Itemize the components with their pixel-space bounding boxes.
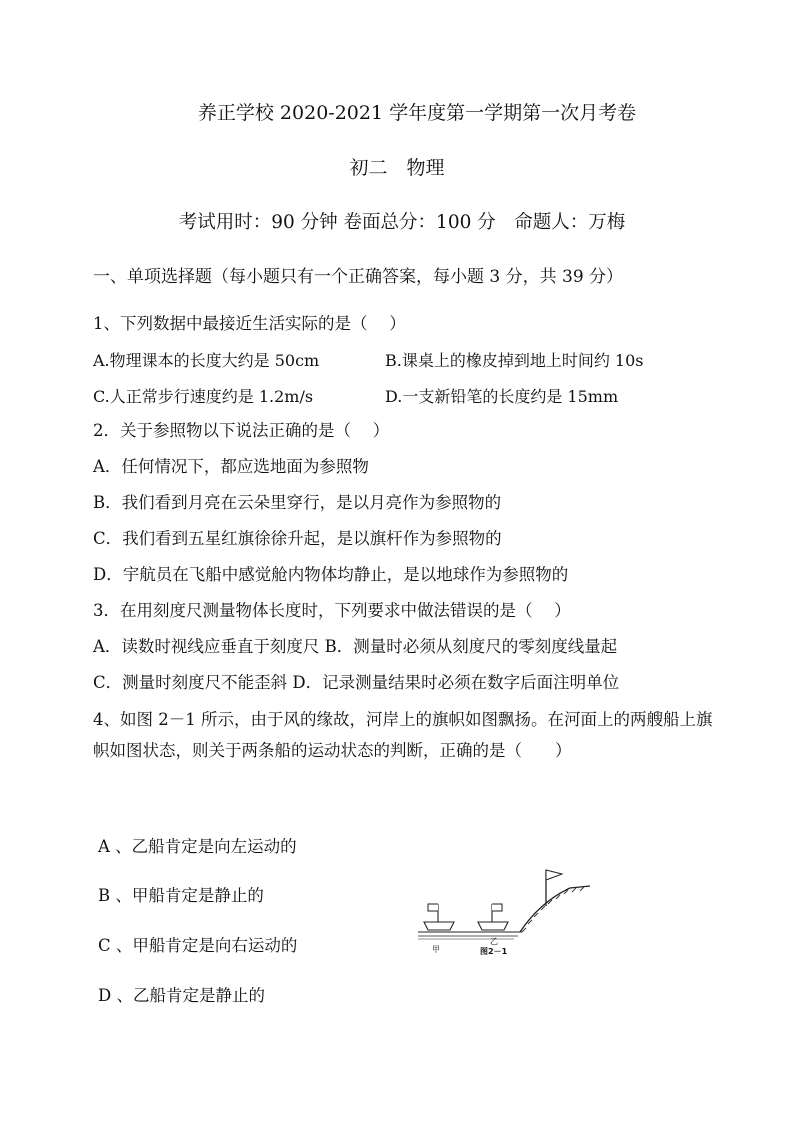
q4-option-c: C 、甲船肯定是向右运动的 [98, 936, 298, 955]
label-jia: 甲 [432, 945, 440, 954]
q1-options-row-1 [93, 348, 644, 371]
section-heading: 一、单项选择题（每小题只有一个正确答案，每小题 3 分，共 39 分） [93, 267, 624, 287]
figure-caption: 图2－1 [480, 947, 508, 956]
q1-options-row-2 [93, 384, 619, 407]
q4-option-a: A 、乙船肯定是向左运动的 [98, 837, 297, 856]
q3-options-ab: A．读数时视线应垂直于刻度尺 B．测量时必须从刻度尺的零刻度线量起 [93, 637, 618, 656]
q3-stem: 3．在用刻度尺测量物体长度时，下列要求中做法错误的是（ ） [93, 601, 571, 620]
exam-subject: 初二 物理 [349, 157, 445, 179]
q4-stem: 4、如图 2－1 所示，由于风的缘故，河岸上的旗帜如图飘扬。在河面上的两艘船上旗帜如图状态，则关于两条船的运动状态的判断，正确的是（ ） [93, 710, 713, 760]
q2-option-b: B．我们看到月亮在云朵里穿行，是以月亮作为参照物的 [93, 493, 502, 512]
q3-options-cd: C．测量时刻度尺不能歪斜 D．记录测量结果时必须在数字后面注明单位 [93, 673, 620, 692]
shore-flag [546, 870, 562, 880]
label-yi: 乙 [490, 937, 498, 946]
q1-option-b: B.课桌上的橡皮掉到地上时间约 10s [385, 351, 644, 370]
exam-title: 养正学校 2020-2021 学年度第一学期第一次月考卷 [197, 102, 637, 124]
q2-option-c: C．我们看到五星红旗徐徐升起，是以旗杆作为参照物的 [93, 529, 502, 548]
q4-option-d: D 、乙船肯定是静止的 [98, 986, 265, 1005]
boat-yi-flag [492, 904, 502, 911]
exam-info: 考试用时：90 分钟 卷面总分：100 分 命题人：万梅 [178, 212, 626, 233]
boat-jia [424, 922, 454, 930]
q1-stem: 1、下列数据中最接近生活实际的是（ ） [93, 314, 406, 333]
q1-option-a: A.物理课本的长度大约是 50cm [93, 351, 320, 370]
q4-option-b: B 、甲船肯定是静止的 [98, 886, 264, 905]
shore-hill [520, 886, 590, 932]
figure-boats-and-flag [410, 860, 590, 960]
q1-option-d: D.一支新铅笔的长度约是 15mm [385, 387, 619, 406]
q1-option-c: C.人正常步行速度约是 1.2m/s [93, 387, 314, 406]
q2-option-d: D．宇航员在飞船中感觉舱内物体均静止，是以地球作为参照物的 [93, 565, 569, 584]
boat-jia-flag [428, 904, 438, 911]
q2-stem: 2．关于参照物以下说法正确的是（ ） [93, 421, 390, 440]
q2-option-a: A．任何情况下，都应选地面为参照物 [93, 457, 369, 476]
boat-yi [478, 922, 508, 930]
